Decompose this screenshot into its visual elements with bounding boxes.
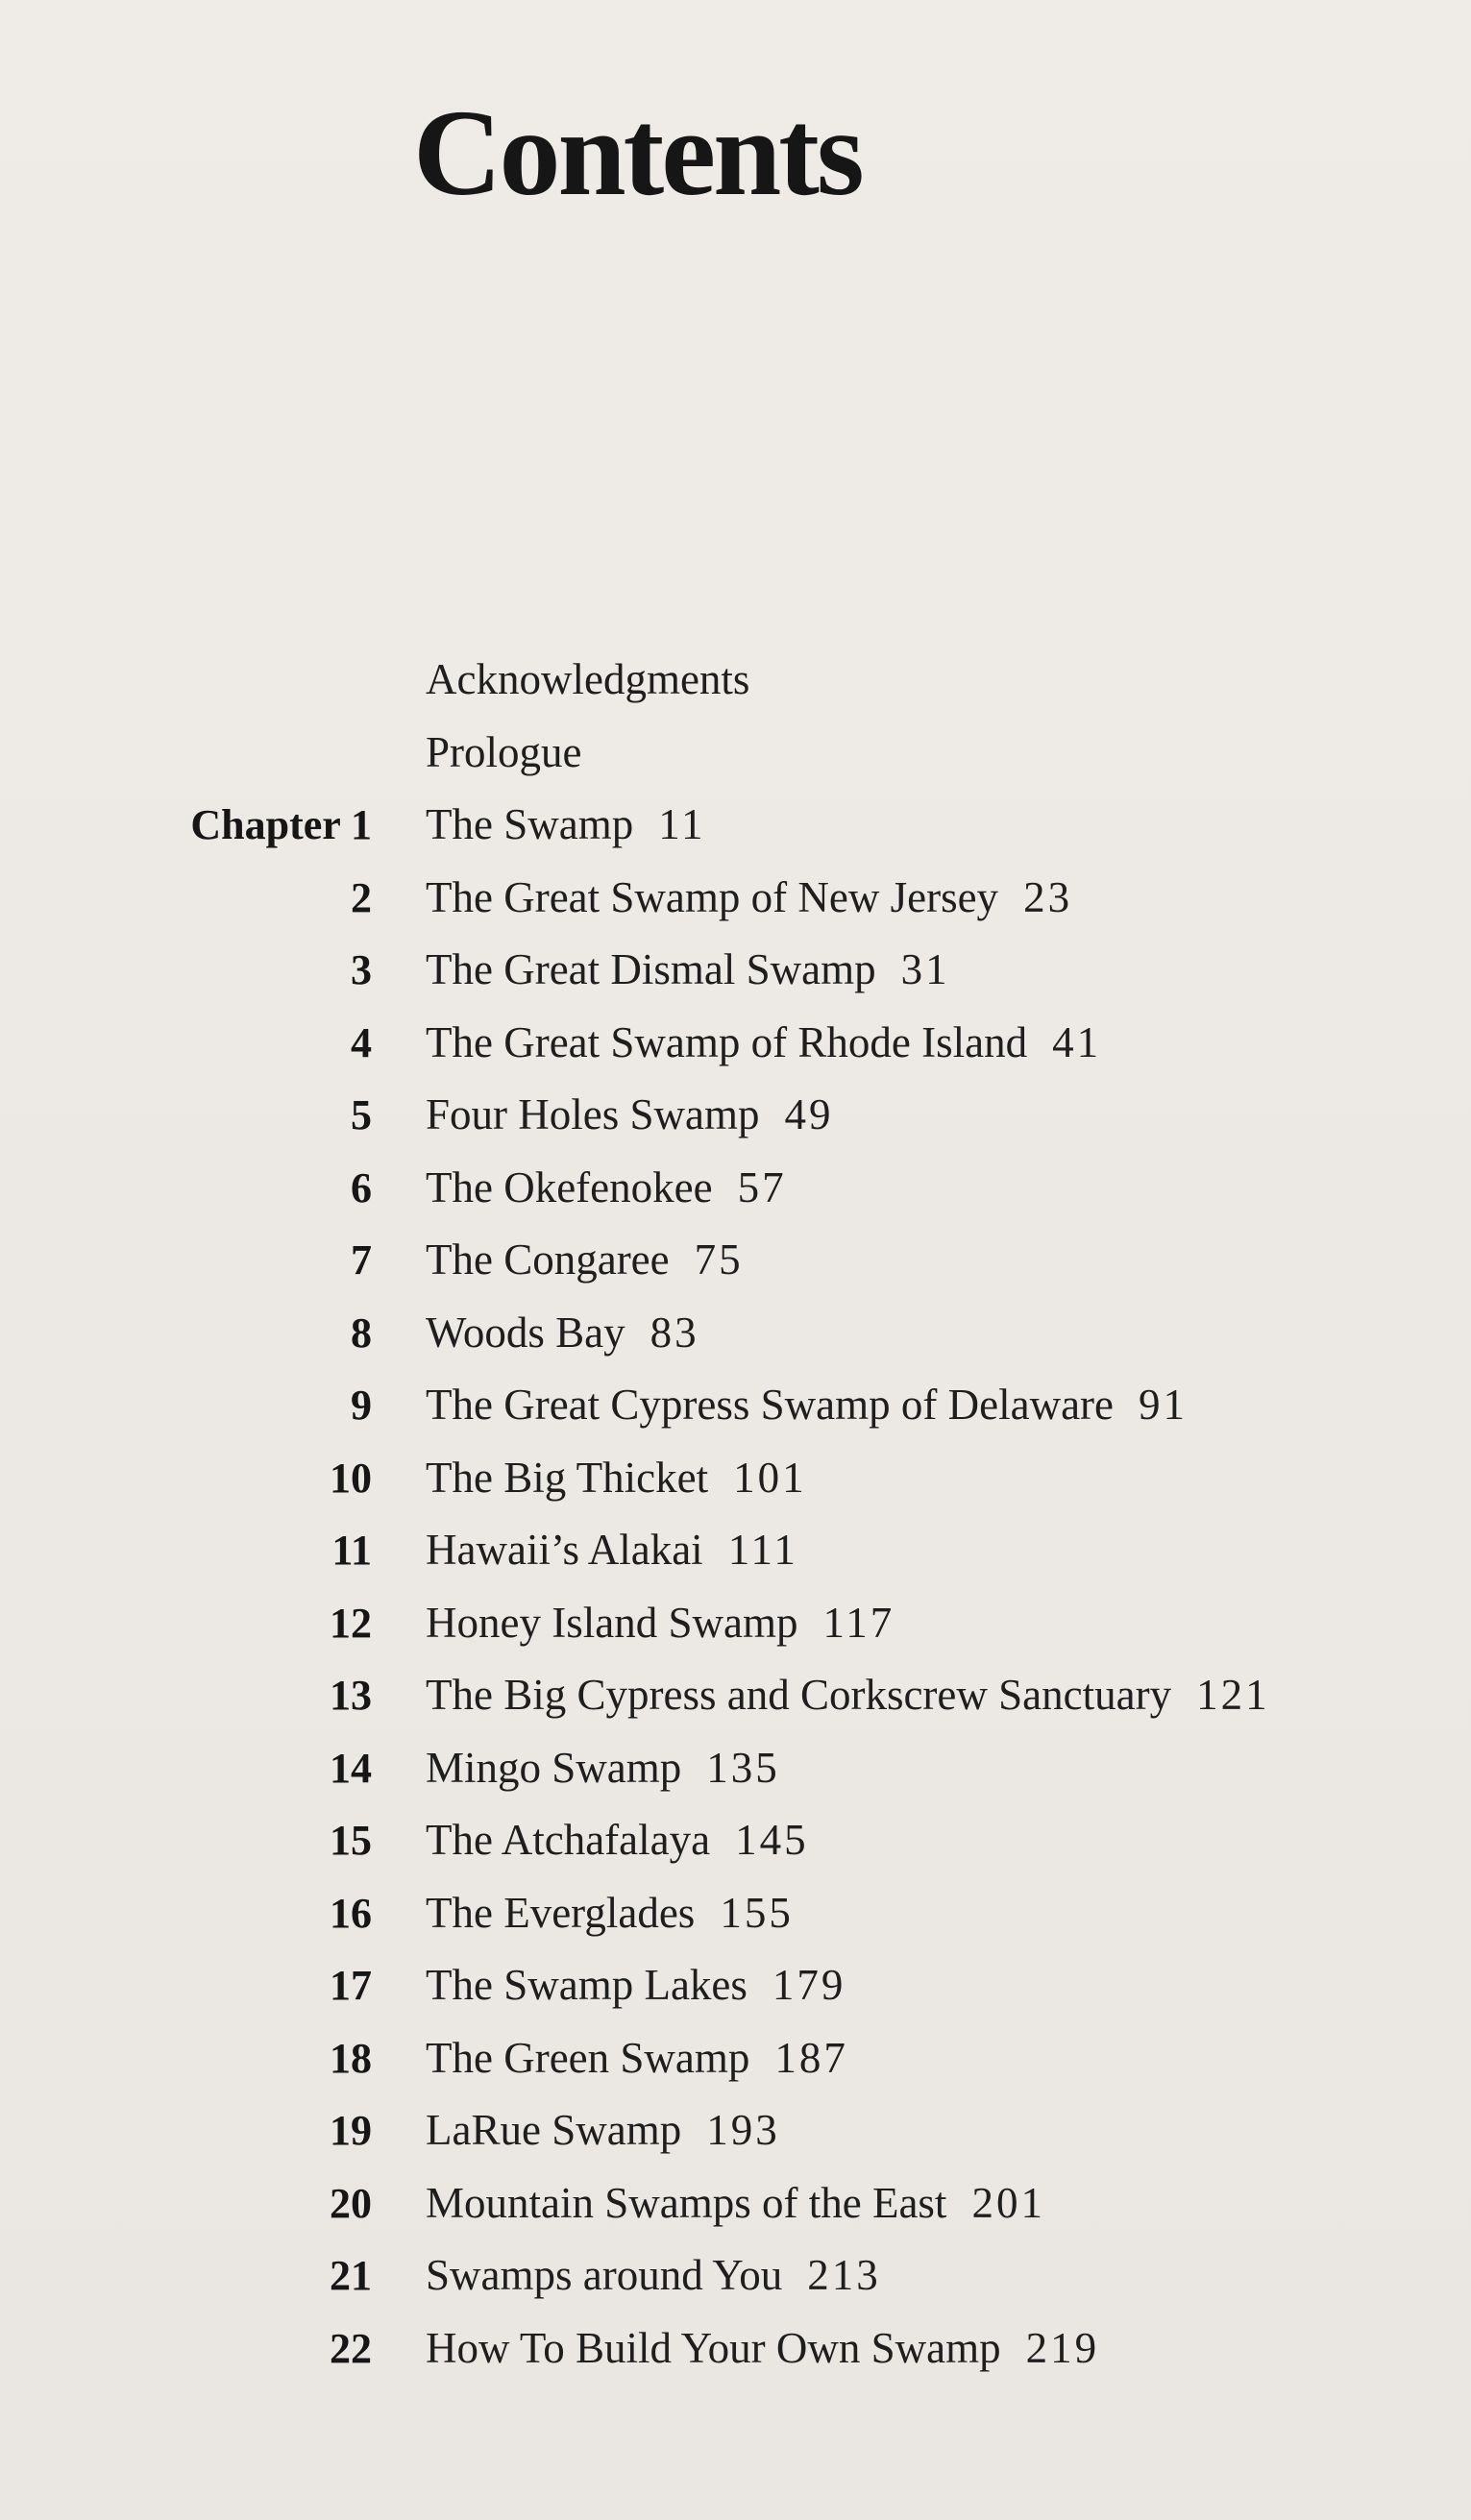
page-number: 91 xyxy=(1139,1381,1189,1429)
page-number: 11 xyxy=(658,800,706,848)
chapter-title: Four Holes Swamp xyxy=(426,1090,760,1138)
toc-entry xyxy=(426,1804,809,1877)
chapter-number: 20 xyxy=(330,2179,372,2227)
toc-row-chapter-11 xyxy=(0,1514,1471,1587)
toc-entry xyxy=(426,1007,1101,1080)
toc-entry xyxy=(426,1514,798,1587)
chapter-number: 13 xyxy=(330,1672,372,1719)
page-number: 23 xyxy=(1023,872,1073,921)
toc-entry xyxy=(426,1079,834,1152)
page-number: 179 xyxy=(772,1961,846,2009)
chapter-title: The Great Swamp of New Jersey xyxy=(426,872,999,921)
toc-row-acknowledgments xyxy=(0,644,1471,717)
chapter-title: The Everglades xyxy=(426,1888,696,1937)
page-number: 31 xyxy=(900,945,950,993)
chapter-number: 2 xyxy=(351,873,372,921)
page-number: 155 xyxy=(720,1888,794,1937)
toc-row-chapter-19 xyxy=(0,2094,1471,2167)
toc-entry xyxy=(426,862,1072,935)
chapter-title: Swamps around You xyxy=(426,2251,783,2299)
toc-row-chapter-2 xyxy=(0,862,1471,935)
chapter-title: The Okefenokee xyxy=(426,1162,713,1211)
chapter-number: Chapter 1 xyxy=(190,801,372,848)
chapter-number: 10 xyxy=(330,1454,372,1502)
chapter-number: 6 xyxy=(351,1163,372,1211)
chapter-title: Mingo Swamp xyxy=(426,1743,682,1792)
chapter-number: 15 xyxy=(330,1817,372,1864)
page-number: 57 xyxy=(737,1162,787,1211)
chapter-number: 22 xyxy=(330,2324,372,2372)
table-of-contents xyxy=(0,644,1471,2385)
toc-row-chapter-12 xyxy=(0,1587,1471,1660)
chapter-title: The Green Swamp xyxy=(426,2033,750,2082)
toc-entry xyxy=(426,1224,744,1297)
chapter-title: How To Build Your Own Swamp xyxy=(426,2323,1001,2372)
toc-entry xyxy=(426,1587,895,1660)
toc-entry-title: Prologue xyxy=(426,727,582,776)
toc-row-chapter-1 xyxy=(0,789,1471,862)
toc-entry xyxy=(426,789,706,862)
page-number: 213 xyxy=(807,2251,881,2299)
toc-entry xyxy=(426,1732,780,1805)
page-number: 49 xyxy=(784,1090,834,1138)
page-title: Contents xyxy=(413,85,862,221)
toc-row-chapter-18 xyxy=(0,2022,1471,2095)
toc-row-chapter-16 xyxy=(0,1877,1471,1950)
toc-entry-title: Acknowledgments xyxy=(426,655,750,703)
toc-entry xyxy=(426,1152,787,1225)
toc-entry xyxy=(426,2167,1045,2240)
toc-row-chapter-9 xyxy=(0,1369,1471,1442)
chapter-number: 17 xyxy=(330,1962,372,2009)
page-number: 41 xyxy=(1052,1017,1102,1066)
toc-entry xyxy=(426,1297,699,1370)
toc-entry xyxy=(426,2239,881,2312)
chapter-number: 7 xyxy=(351,1236,372,1284)
toc-row-chapter-15 xyxy=(0,1804,1471,1877)
toc-entry xyxy=(426,1949,846,2022)
chapter-number: 4 xyxy=(351,1018,372,1066)
chapter-title: The Swamp xyxy=(426,800,634,848)
page-number: 193 xyxy=(706,2106,780,2154)
toc-row-chapter-10 xyxy=(0,1442,1471,1515)
chapter-title: LaRue Swamp xyxy=(426,2106,682,2154)
chapter-title: The Atchafalaya xyxy=(426,1816,711,1864)
chapter-number: 19 xyxy=(330,2107,372,2154)
chapter-title: The Congaree xyxy=(426,1236,670,1284)
chapter-number: 3 xyxy=(351,946,372,993)
chapter-number: 16 xyxy=(330,1889,372,1937)
toc-row-prologue xyxy=(0,717,1471,790)
chapter-number: 8 xyxy=(351,1309,372,1357)
chapter-title: Honey Island Swamp xyxy=(426,1598,798,1647)
chapter-number: 12 xyxy=(330,1599,372,1647)
toc-entry xyxy=(426,1877,794,1950)
toc-row-chapter-4 xyxy=(0,1007,1471,1080)
toc-row-chapter-5 xyxy=(0,1079,1471,1152)
chapter-title: Hawaii’s Alakai xyxy=(426,1526,703,1574)
toc-entry xyxy=(426,2022,848,2095)
toc-row-chapter-3 xyxy=(0,934,1471,1007)
chapter-number: 11 xyxy=(331,1527,372,1574)
toc-row-chapter-13 xyxy=(0,1659,1471,1732)
chapter-title: The Swamp Lakes xyxy=(426,1961,748,2009)
chapter-title: Woods Bay xyxy=(426,1308,625,1357)
chapter-title: The Great Cypress Swamp of Delaware xyxy=(426,1381,1115,1429)
toc-row-chapter-6 xyxy=(0,1152,1471,1225)
page-number: 75 xyxy=(694,1236,744,1284)
page-number: 83 xyxy=(650,1308,699,1357)
page-number: 201 xyxy=(971,2178,1045,2227)
chapter-number: 5 xyxy=(351,1091,372,1138)
page-number: 187 xyxy=(774,2033,848,2082)
chapter-number: 14 xyxy=(330,1744,372,1792)
page-number: 111 xyxy=(727,1526,798,1574)
toc-entry xyxy=(426,934,950,1007)
page-number: 117 xyxy=(822,1598,895,1647)
toc-entry xyxy=(426,1369,1188,1442)
toc-row-chapter-20 xyxy=(0,2167,1471,2240)
chapter-title: The Big Thicket xyxy=(426,1453,709,1502)
chapter-title: The Great Swamp of Rhode Island xyxy=(426,1017,1028,1066)
page-number: 135 xyxy=(706,1743,780,1792)
toc-row-chapter-14 xyxy=(0,1732,1471,1805)
page-number: 219 xyxy=(1025,2323,1100,2372)
chapter-title: The Great Dismal Swamp xyxy=(426,945,876,993)
toc-row-chapter-8 xyxy=(0,1297,1471,1370)
toc-entry xyxy=(426,1442,807,1515)
toc-row-chapter-17 xyxy=(0,1949,1471,2022)
chapter-number: 18 xyxy=(330,2034,372,2082)
chapter-number: 9 xyxy=(351,1382,372,1429)
toc-row-chapter-22 xyxy=(0,2312,1471,2385)
toc-entry xyxy=(426,1659,1270,1732)
chapter-number: 21 xyxy=(330,2252,372,2299)
toc-row-chapter-21 xyxy=(0,2239,1471,2312)
toc-entry xyxy=(426,2312,1099,2385)
chapter-title: The Big Cypress and Corkscrew Sanctuary xyxy=(426,1671,1172,1719)
chapter-title: Mountain Swamps of the East xyxy=(426,2178,947,2227)
page-number: 145 xyxy=(735,1816,809,1864)
toc-entry xyxy=(426,2094,780,2167)
toc-row-chapter-7 xyxy=(0,1224,1471,1297)
page-number: 121 xyxy=(1196,1671,1270,1719)
page-number: 101 xyxy=(733,1453,807,1502)
